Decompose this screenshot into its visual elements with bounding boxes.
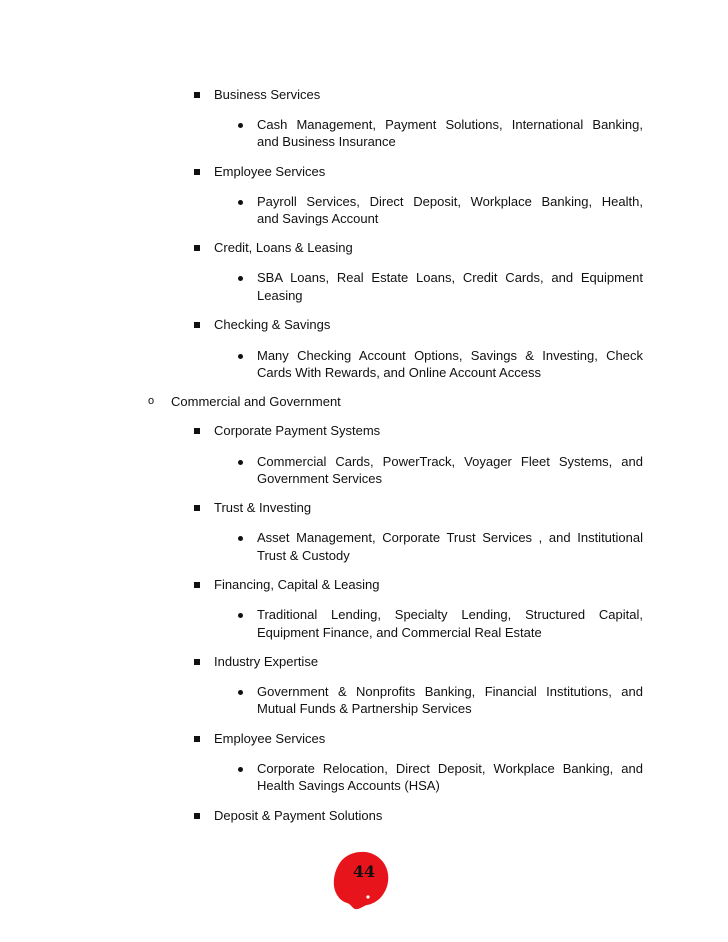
item-detail-line: SBA Loans, Real Estate Loans, Credit Cards, and Equipment xyxy=(257,270,643,285)
item-detail-line: Government Services xyxy=(257,471,382,486)
item-detail-line: and Savings Account xyxy=(257,211,379,226)
square-bullet-icon xyxy=(194,659,200,665)
item-detail-line: Asset Management, Corporate Trust Services , and Institutional xyxy=(257,530,643,545)
item-heading: Corporate Payment Systems xyxy=(214,423,381,438)
item-heading: Business Services xyxy=(214,87,321,102)
item-detail-line: Government & Nonprofits Banking, Financial Institutions, and xyxy=(257,684,643,699)
round-bullet-icon xyxy=(238,767,243,772)
page-number: 44 xyxy=(352,862,376,881)
item-heading: Financing, Capital & Leasing xyxy=(214,577,380,592)
item-detail-line: Payroll Services, Direct Deposit, Workplace Banking, Health, xyxy=(257,194,643,209)
square-bullet-icon xyxy=(194,245,200,251)
item-detail-line: Traditional Lending, Specialty Lending, Structured Capital, xyxy=(257,607,643,622)
item-detail-line: Cash Management, Payment Solutions, International Banking, xyxy=(257,117,643,132)
round-bullet-icon xyxy=(238,613,243,618)
round-bullet-icon xyxy=(238,690,243,695)
square-bullet-icon xyxy=(194,813,200,819)
round-bullet-icon xyxy=(238,460,243,465)
item-detail-line: Equipment Finance, and Commercial Real Estate xyxy=(257,625,542,640)
item-heading: Employee Services xyxy=(214,164,326,179)
item-heading: Industry Expertise xyxy=(214,654,319,669)
item-detail-line: Health Savings Accounts (HSA) xyxy=(257,778,440,793)
square-bullet-icon xyxy=(194,169,200,175)
round-bullet-icon xyxy=(238,354,243,359)
round-bullet-icon xyxy=(238,200,243,205)
square-bullet-icon xyxy=(194,428,200,434)
item-detail-line: and Business Insurance xyxy=(257,134,396,149)
item-heading: Deposit & Payment Solutions xyxy=(214,808,383,823)
section-heading: Commercial and Government xyxy=(171,394,341,409)
round-bullet-icon xyxy=(238,276,243,281)
item-detail-line: Commercial Cards, PowerTrack, Voyager Fleet Systems, and xyxy=(257,454,643,469)
item-detail-line: Cards With Rewards, and Online Account Access xyxy=(257,365,541,380)
item-detail-line: Mutual Funds & Partnership Services xyxy=(257,701,472,716)
item-heading: Credit, Loans & Leasing xyxy=(214,240,353,255)
square-bullet-icon xyxy=(194,582,200,588)
item-detail-line: Corporate Relocation, Direct Deposit, Workplace Banking, and xyxy=(257,761,643,776)
square-bullet-icon xyxy=(194,322,200,328)
item-heading: Checking & Savings xyxy=(214,317,331,332)
round-bullet-icon xyxy=(238,123,243,128)
item-detail-line: Leasing xyxy=(257,288,303,303)
item-heading: Trust & Investing xyxy=(214,500,312,515)
square-bullet-icon xyxy=(194,92,200,98)
square-bullet-icon xyxy=(194,736,200,742)
item-detail-line: Many Checking Account Options, Savings & Investing, Check xyxy=(257,348,643,363)
item-heading: Employee Services xyxy=(214,731,326,746)
square-bullet-icon xyxy=(194,505,200,511)
round-bullet-icon xyxy=(238,536,243,541)
item-detail-line: Trust & Custody xyxy=(257,548,350,563)
hollow-circle-bullet: o xyxy=(148,395,155,407)
